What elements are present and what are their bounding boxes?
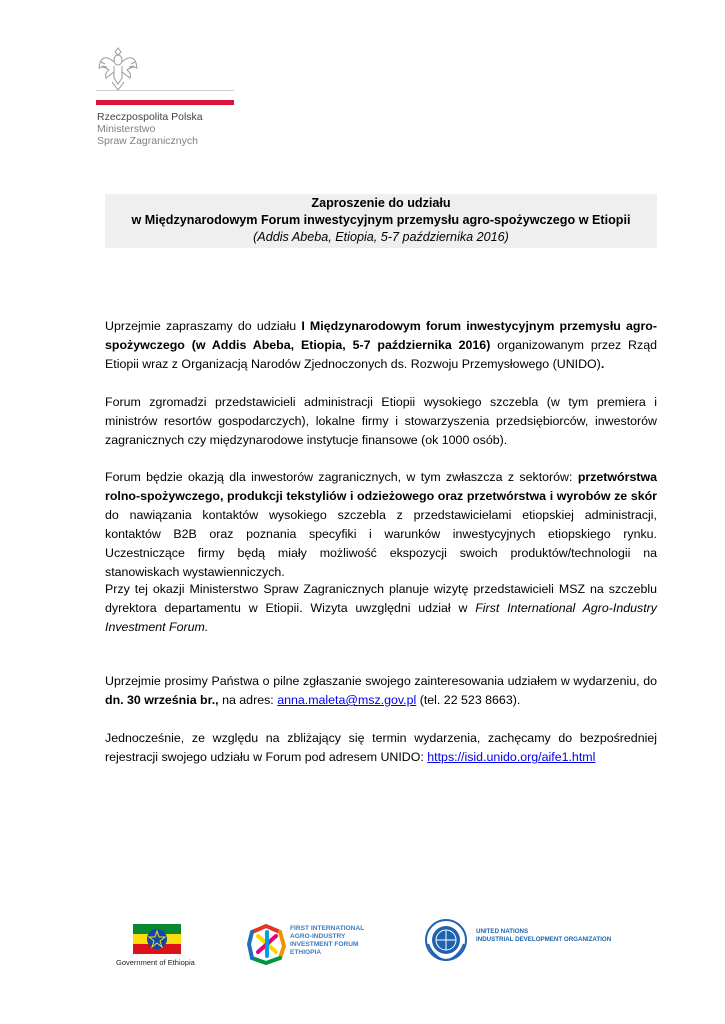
paragraph-3 xyxy=(105,468,657,582)
forum-text-line4: ETHIOPIA xyxy=(290,949,322,956)
p5-text3: (tel. 22 523 8663). xyxy=(416,693,521,707)
ministry-letterhead xyxy=(97,111,203,147)
p5-text2: na adres: xyxy=(218,693,278,707)
email-link[interactable]: anna.maleta@msz.gov.pl xyxy=(277,693,417,707)
forum-text-line1: FIRST INTERNATIONAL xyxy=(290,925,365,932)
p5-deadline: dn. 30 września br., xyxy=(105,693,219,707)
title-line3: (Addis Abeba, Etiopia, 5-7 października 2016) xyxy=(253,230,509,244)
title-line2: w Międzynarodowym Forum inwestycyjnym przemysłu agro-spożywczego w Etiopii xyxy=(131,213,631,227)
p6-text1: Jednocześnie, ze względu na zbliżający się termin wydarzenia, zachęcamy do bezpośredniej rejestracji swojego udziału w Forum pod adresem UNIDO: xyxy=(105,731,657,764)
paragraph-1 xyxy=(105,317,657,374)
flag-stripe-white xyxy=(96,90,234,91)
p3-bold1: przetwórstwa rolno-spożywczego, produkcji tekstyliów i odzieżowego oraz przetwórstwa i wyrobów ze skór xyxy=(105,470,657,503)
unido-registration-link[interactable]: https://isid.unido.org/aife1.html xyxy=(427,750,596,764)
p1-bold2: . xyxy=(600,357,605,371)
p4-text1: Przy tej okazji Ministerstwo Spraw Zagranicznych planuje wizytę przedstawicieli MSZ na szczeblu dyrektora departamentu w Etiopii. Wizyta uwzględni udział w xyxy=(105,582,657,615)
un-emblem-icon xyxy=(424,918,468,962)
p1-text2: organizowanym przez Rząd Etiopii wraz z Organizacją Narodów Zjednoczonych ds. Rozwoju Przemysłowego (UNIDO) xyxy=(105,338,657,371)
p1-text1: Uprzejmie zapraszamy do udziału xyxy=(105,319,302,333)
government-of-ethiopia-logo xyxy=(116,924,202,972)
p5-text1: Uprzejmie prosimy Państwa o pilne zgłaszanie swojego zainteresowania udziałem w wydarzeniu, do xyxy=(105,674,657,688)
p3-text1: Forum będzie okazją dla inwestorów zagranicznych, w tym zwłaszcza z sektorów: xyxy=(105,470,578,484)
p4-italic1: First International Agro-Industry Investment Forum. xyxy=(105,601,657,634)
forum-logo xyxy=(246,922,376,968)
paragraph-4 xyxy=(105,580,657,637)
ethiopia-emblem-icon xyxy=(146,928,168,950)
unido-text-line2: INDUSTRIAL DEVELOPMENT ORGANIZATION xyxy=(476,936,612,943)
forum-logo-text xyxy=(290,925,364,957)
ethiopia-caption: Government of Ethiopia xyxy=(116,958,195,967)
polish-eagle-emblem-icon xyxy=(97,44,139,92)
paragraph-5 xyxy=(105,672,657,710)
title-line1: Zaproszenie do udziału xyxy=(311,196,451,210)
paragraph-2: Forum zgromadzi przedstawicieli administracji Etiopii wysokiego szczebla (w tym premiera i ministrów resortów gospodarczych), lokalne firmy i stowarzyszenia przedsiębiorców, inwestorów zagranicznych czy międzynarodowe instytucje finansowe (ok 1000 osób). xyxy=(105,395,657,447)
invitation-title-box xyxy=(105,194,657,248)
unido-logo-text xyxy=(476,928,611,944)
unido-text-line1: UNITED NATIONS xyxy=(476,928,529,935)
forum-knot-icon xyxy=(246,922,288,966)
p1-bold1: I Międzynarodowym forum inwestycyjnym przemysłu agro-spożywczego (w Addis Abeba, Etiopia, 5-7 października 2016) xyxy=(105,319,657,352)
org-name-line2: Ministerstwo xyxy=(97,123,156,135)
forum-text-line3: INVESTMENT FORUM xyxy=(290,941,359,948)
org-name-line1: Rzeczpospolita Polska xyxy=(97,111,203,123)
flag-stripe-red xyxy=(96,100,234,105)
p3-text2: do nawiązania kontaktów wysokiego szczebla z przedstawicielami etiopskiej administracji, kontaktów B2B oraz poznania specyfiki i warunków inwestycyjnych etiopskiego rynku. Uczestniczące firmy będą miały możliwość ekspozycji swoich produktów/technologii na stanowiskach wystawienniczych. xyxy=(105,508,657,579)
unido-logo xyxy=(424,918,624,962)
paragraph-6 xyxy=(105,729,657,767)
forum-text-line2: AGRO-INDUSTRY xyxy=(290,933,346,940)
org-name-line3: Spraw Zagranicznych xyxy=(97,135,198,147)
